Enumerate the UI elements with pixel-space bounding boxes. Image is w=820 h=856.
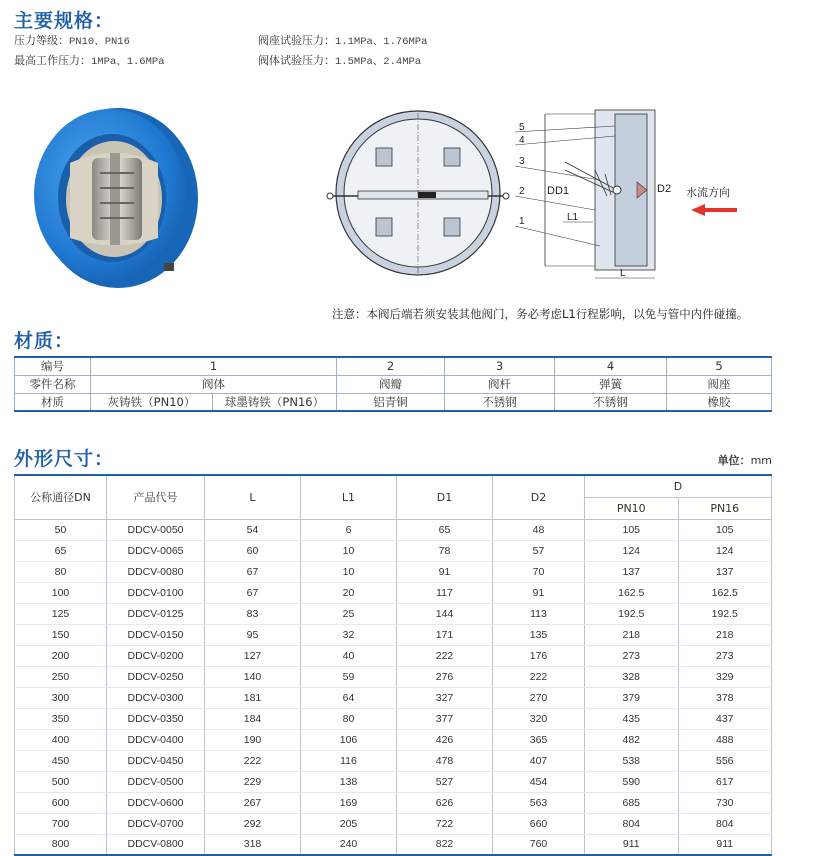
table-cell: 阀座: [667, 375, 772, 393]
table-cell: DDCV-0500: [107, 771, 205, 792]
table-row: [15, 834, 772, 855]
table-cell: 169: [301, 792, 397, 813]
label-4: 4: [519, 135, 525, 146]
table-cell: 327: [397, 687, 493, 708]
table-cell: 150: [15, 624, 107, 645]
label-5: 5: [519, 122, 525, 133]
table-row: [15, 792, 772, 813]
table-cell: 65: [15, 540, 107, 561]
table-cell: DDCV-0200: [107, 645, 205, 666]
table-cell: 不锈钢: [555, 393, 667, 411]
table-cell: 250: [15, 666, 107, 687]
table-cell: 91: [493, 582, 585, 603]
table-cell: 804: [678, 813, 772, 834]
table-cell: 1: [91, 357, 337, 375]
table-cell: 276: [397, 666, 493, 687]
table-cell: 190: [205, 729, 301, 750]
col-header-pn16: PN16: [678, 497, 772, 519]
table-cell: 292: [205, 813, 301, 834]
table-cell: 162.5: [585, 582, 679, 603]
col-header-l1: L1: [301, 475, 397, 519]
table-cell: 626: [397, 792, 493, 813]
table-row: [15, 375, 772, 393]
table-cell: DDCV-0125: [107, 603, 205, 624]
table-cell: 95: [205, 624, 301, 645]
materials-table: [14, 356, 772, 412]
table-cell: 176: [493, 645, 585, 666]
table-cell: 350: [15, 708, 107, 729]
table-cell: 329: [678, 666, 772, 687]
table-cell: 685: [585, 792, 679, 813]
table-cell: 400: [15, 729, 107, 750]
table-cell: 80: [301, 708, 397, 729]
table-cell: 140: [205, 666, 301, 687]
table-cell: 124: [585, 540, 679, 561]
table-cell: 270: [493, 687, 585, 708]
table-cell: 273: [678, 645, 772, 666]
table-cell: 59: [301, 666, 397, 687]
materials-title: 材质：: [14, 330, 75, 352]
table-row: [15, 357, 772, 375]
spec-title: 主要规格：: [14, 10, 115, 32]
body-test-label: 阀体试验压力：: [258, 54, 335, 67]
table-cell: 铝青铜: [337, 393, 445, 411]
table-cell: DDCV-0065: [107, 540, 205, 561]
valve-photo: [30, 103, 200, 293]
table-cell: DDCV-0300: [107, 687, 205, 708]
table-cell: 54: [205, 519, 301, 540]
table-cell: 192.5: [585, 603, 679, 624]
table-cell: 125: [15, 603, 107, 624]
table-cell: 105: [678, 519, 772, 540]
table-cell: 192.5: [678, 603, 772, 624]
label-d2: D2: [657, 183, 672, 195]
table-cell: DDCV-0250: [107, 666, 205, 687]
table-cell: 660: [493, 813, 585, 834]
table-row: [15, 666, 772, 687]
table-cell: 162.5: [678, 582, 772, 603]
front-view-diagram: [318, 108, 518, 278]
table-cell: 911: [585, 834, 679, 855]
table-cell: 222: [397, 645, 493, 666]
table-cell: 538: [585, 750, 679, 771]
table-cell: 378: [678, 687, 772, 708]
flow-direction-label: 水流方向: [686, 186, 730, 199]
table-cell: 800: [15, 834, 107, 855]
label-2: 2: [519, 186, 525, 197]
table-row: [15, 624, 772, 645]
table-cell: 328: [585, 666, 679, 687]
table-cell: 804: [585, 813, 679, 834]
table-cell: 171: [397, 624, 493, 645]
table-cell: 106: [301, 729, 397, 750]
table-cell: 70: [493, 561, 585, 582]
table-cell: 488: [678, 729, 772, 750]
table-cell: 527: [397, 771, 493, 792]
table-cell: 426: [397, 729, 493, 750]
table-cell: 184: [205, 708, 301, 729]
table-cell: 760: [493, 834, 585, 855]
table-cell: 318: [205, 834, 301, 855]
label-l: L: [620, 268, 626, 279]
table-cell: 590: [585, 771, 679, 792]
table-cell: 113: [493, 603, 585, 624]
flow-arrow-icon: [691, 204, 737, 216]
table-row: [15, 687, 772, 708]
table-row: [15, 750, 772, 771]
table-cell: 127: [205, 645, 301, 666]
table-cell: DDCV-0150: [107, 624, 205, 645]
unit-label: [718, 452, 772, 468]
table-cell: 450: [15, 750, 107, 771]
body-test-value: 1.5MPa、2.4MPa: [335, 56, 422, 68]
label-1: 1: [519, 216, 525, 227]
dimensions-title: 外形尺寸：: [14, 448, 115, 470]
table-cell: 138: [301, 771, 397, 792]
max-work-value: 1MPa、1.6MPa: [91, 56, 165, 68]
col-header-code: 产品代号: [107, 475, 205, 519]
max-work-pressure: [14, 52, 165, 68]
table-cell: DDCV-0350: [107, 708, 205, 729]
table-cell: 300: [15, 687, 107, 708]
table-row: [15, 729, 772, 750]
table-cell: 229: [205, 771, 301, 792]
table-cell: 48: [493, 519, 585, 540]
table-cell: 267: [205, 792, 301, 813]
table-cell: 365: [493, 729, 585, 750]
table-cell: 78: [397, 540, 493, 561]
table-cell: 2: [337, 357, 445, 375]
table-cell: 500: [15, 771, 107, 792]
table-cell: 40: [301, 645, 397, 666]
table-cell: 218: [585, 624, 679, 645]
col-header-pn10: PN10: [585, 497, 679, 519]
table-cell: 球墨铸铁（PN16）: [213, 393, 337, 411]
seat-test-value: 1.1MPa、1.76MPa: [335, 36, 428, 48]
table-cell: 10: [301, 561, 397, 582]
table-cell: DDCV-0100: [107, 582, 205, 603]
table-cell: 218: [678, 624, 772, 645]
col-header-d2: D2: [493, 475, 585, 519]
table-cell: 6: [301, 519, 397, 540]
table-cell: 137: [678, 561, 772, 582]
table-cell: 600: [15, 792, 107, 813]
table-cell: 57: [493, 540, 585, 561]
table-cell: DDCV-0400: [107, 729, 205, 750]
table-cell: DDCV-0080: [107, 561, 205, 582]
unit-label-text: 单位：: [717, 454, 751, 467]
col-header-d1: D1: [397, 475, 493, 519]
table-cell: 4: [555, 357, 667, 375]
table-cell: 65: [397, 519, 493, 540]
row-label: 零件名称: [15, 375, 91, 393]
table-cell: 135: [493, 624, 585, 645]
table-cell: 阀杆: [445, 375, 555, 393]
table-cell: 137: [585, 561, 679, 582]
table-cell: 32: [301, 624, 397, 645]
pressure-grade-label: 压力等级：: [14, 34, 69, 47]
table-cell: 100: [15, 582, 107, 603]
table-cell: 117: [397, 582, 493, 603]
col-header-d: D: [585, 475, 772, 497]
row-label: 材质: [15, 393, 91, 411]
table-cell: 556: [678, 750, 772, 771]
table-cell: 67: [205, 561, 301, 582]
max-work-label: 最高工作压力：: [14, 54, 91, 67]
table-cell: 5: [667, 357, 772, 375]
pressure-grade-value: PN10、PN16: [69, 36, 130, 48]
table-cell: DDCV-0700: [107, 813, 205, 834]
row-label: 编号: [15, 357, 91, 375]
table-row: [15, 708, 772, 729]
table-cell: 灰铸铁（PN10）: [91, 393, 213, 411]
table-cell: 320: [493, 708, 585, 729]
table-cell: DDCV-0800: [107, 834, 205, 855]
col-header-dn: 公称通径DN: [15, 475, 107, 519]
table-cell: 205: [301, 813, 397, 834]
table-cell: 60: [205, 540, 301, 561]
table-cell: 67: [205, 582, 301, 603]
table-cell: 25: [301, 603, 397, 624]
table-cell: 144: [397, 603, 493, 624]
table-cell: 20: [301, 582, 397, 603]
label-3: 3: [519, 156, 525, 167]
table-row: [15, 582, 772, 603]
table-cell: 911: [678, 834, 772, 855]
table-cell: 454: [493, 771, 585, 792]
col-header-l: L: [205, 475, 301, 519]
table-cell: 阀瓣: [337, 375, 445, 393]
table-row: [15, 603, 772, 624]
table-row: [15, 393, 772, 411]
table-cell: 181: [205, 687, 301, 708]
label-dd1: DD1: [547, 185, 570, 197]
table-cell: 弹簧: [555, 375, 667, 393]
table-cell: 700: [15, 813, 107, 834]
table-cell: 83: [205, 603, 301, 624]
table-cell: DDCV-0600: [107, 792, 205, 813]
table-cell: 435: [585, 708, 679, 729]
table-row: [15, 540, 772, 561]
body-test-pressure: [258, 52, 421, 68]
table-cell: 222: [493, 666, 585, 687]
table-cell: 407: [493, 750, 585, 771]
table-cell: 822: [397, 834, 493, 855]
table-cell: 200: [15, 645, 107, 666]
table-cell: 80: [15, 561, 107, 582]
table-row: [15, 771, 772, 792]
pressure-grade: [14, 32, 130, 48]
table-cell: 222: [205, 750, 301, 771]
table-row: [15, 645, 772, 666]
table-cell: 不锈钢: [445, 393, 555, 411]
table-cell: 377: [397, 708, 493, 729]
install-note: 注意：本阀后端若须安装其他阀门，务必考虑L1行程影响，以免与管中内件碰撞。: [332, 307, 749, 321]
table-cell: 3: [445, 357, 555, 375]
table-cell: 437: [678, 708, 772, 729]
table-cell: 10: [301, 540, 397, 561]
table-cell: 617: [678, 771, 772, 792]
table-cell: 91: [397, 561, 493, 582]
table-cell: 730: [678, 792, 772, 813]
seat-test-label: 阀座试验压力：: [258, 34, 335, 47]
table-cell: 105: [585, 519, 679, 540]
table-row: [15, 561, 772, 582]
seat-test-pressure: [258, 32, 427, 48]
table-cell: 50: [15, 519, 107, 540]
label-l1: L1: [567, 212, 579, 223]
table-cell: 563: [493, 792, 585, 813]
table-cell: 482: [585, 729, 679, 750]
dimensions-table: [14, 474, 772, 856]
table-cell: 379: [585, 687, 679, 708]
table-row: [15, 813, 772, 834]
section-drawing: [505, 100, 765, 290]
unit-value: mm: [750, 454, 772, 467]
table-cell: DDCV-0050: [107, 519, 205, 540]
table-cell: 阀体: [91, 375, 337, 393]
table-cell: 240: [301, 834, 397, 855]
table-cell: DDCV-0450: [107, 750, 205, 771]
table-cell: 116: [301, 750, 397, 771]
table-cell: 124: [678, 540, 772, 561]
table-cell: 橡胶: [667, 393, 772, 411]
table-cell: 64: [301, 687, 397, 708]
table-header-row: [15, 475, 772, 497]
table-cell: 478: [397, 750, 493, 771]
table-cell: 273: [585, 645, 679, 666]
table-row: [15, 519, 772, 540]
table-cell: 722: [397, 813, 493, 834]
